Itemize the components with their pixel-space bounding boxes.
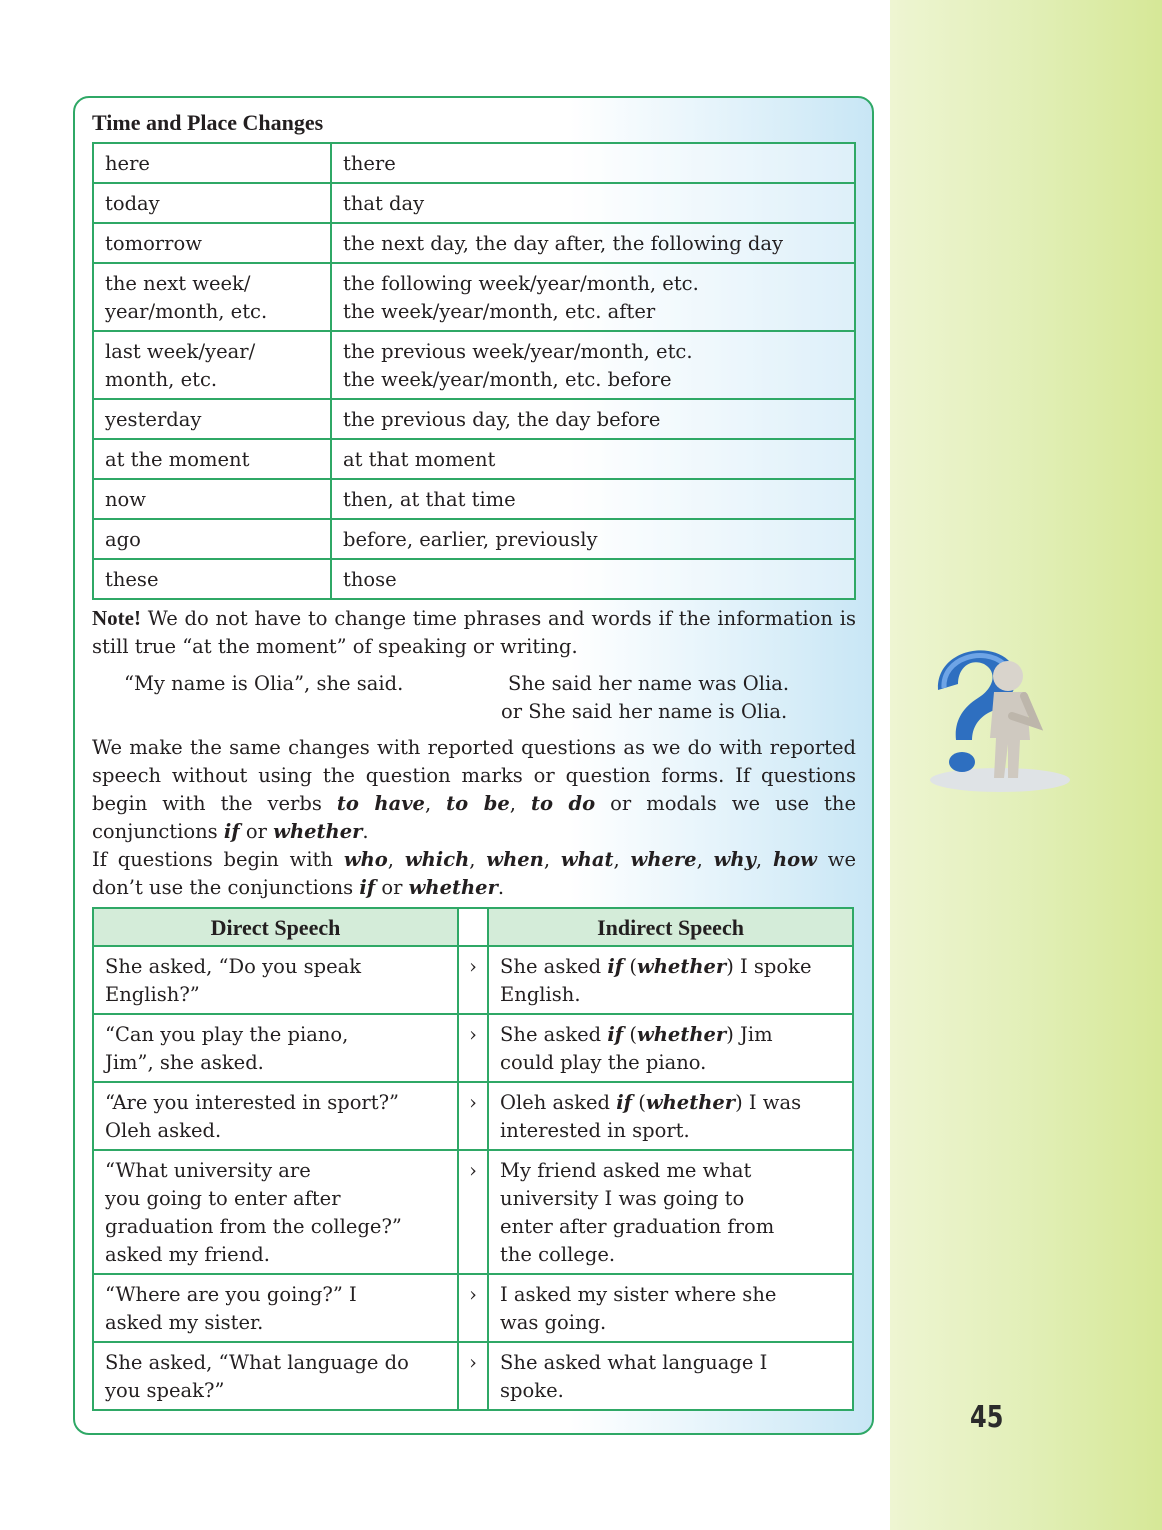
indirect-speech-cell <box>488 1342 853 1410</box>
direct-speech-line: She asked, “Do you speak <box>105 955 362 978</box>
indirect-speech-cell <box>488 1014 853 1082</box>
text-run: , <box>387 848 405 871</box>
direct-expression: tomorrow <box>105 232 202 255</box>
direct-expression-cell <box>93 519 331 559</box>
table-row <box>93 263 855 331</box>
emphasis-term: where <box>630 848 697 871</box>
emphasis-term: if <box>607 1023 624 1046</box>
indirect-speech-cell <box>488 946 853 1014</box>
text-run: was going. <box>500 1311 607 1334</box>
direct-expression-cell <box>93 331 331 399</box>
reported-expression-cell <box>331 331 855 399</box>
direct-speech-line: “Where are you going?” I <box>105 1283 357 1306</box>
chevron-right-icon: › <box>469 1283 477 1306</box>
emphasis-term: whether <box>636 1023 727 1046</box>
indirect-speech-line <box>500 981 841 1009</box>
text-run: I asked my sister where she <box>500 1283 777 1306</box>
explanation-paragraph-yes-no <box>92 734 856 846</box>
reported-expression-cell <box>331 559 855 599</box>
indirect-speech-line <box>500 1049 841 1077</box>
text-run: She asked what language I <box>500 1351 768 1374</box>
emphasis-term: why <box>713 848 756 871</box>
reported-expression: before, earlier, previously <box>343 528 598 551</box>
emphasis-term: to do <box>530 792 596 815</box>
emphasis-term: if <box>359 876 376 899</box>
text-run: We make the same changes with reported questions as we do with reported speech without using the question marks or question forms. If questions begin with the verbs <box>92 736 856 815</box>
emphasis-term: to have <box>336 792 425 815</box>
text-run: English. <box>500 983 581 1006</box>
direct-speech-cell <box>93 1274 458 1342</box>
reported-expression: the following week/year/month, etc. <box>343 272 699 295</box>
direct-speech-line: Jim”, she asked. <box>105 1051 264 1074</box>
emphasis-term: which <box>404 848 470 871</box>
reported-expression: there <box>343 152 396 175</box>
chevron-right-icon: › <box>469 1351 477 1374</box>
reported-expression: the previous week/year/month, etc. <box>343 340 693 363</box>
speech-row <box>93 1014 853 1082</box>
chevron-right-icon: › <box>469 1023 477 1046</box>
table-row <box>93 223 855 263</box>
direct-expression-cell <box>93 479 331 519</box>
indirect-speech-line <box>500 1349 841 1377</box>
speech-row <box>93 1150 853 1274</box>
note-example-indirect-line-2: or She said her name is Olia. <box>501 700 788 723</box>
reported-expression-cell <box>331 263 855 331</box>
emphasis-term: when <box>486 848 544 871</box>
emphasis-term: if <box>616 1091 633 1114</box>
indirect-speech-cell <box>488 1150 853 1274</box>
arrow-cell <box>458 946 488 1014</box>
text-run: , <box>509 792 531 815</box>
text-run: . <box>497 876 505 899</box>
emphasis-term: whether <box>408 876 498 899</box>
emphasis-term: how <box>772 848 817 871</box>
direct-speech-line: asked my sister. <box>105 1311 264 1334</box>
table-row <box>93 479 855 519</box>
text-run: , <box>696 848 714 871</box>
text-run: . <box>362 820 369 843</box>
question-mark-figure-illustration <box>908 632 1080 804</box>
direct-expression-cell <box>93 439 331 479</box>
table-row <box>93 559 855 599</box>
speech-row <box>93 946 853 1014</box>
indirect-speech-line <box>500 1117 841 1145</box>
direct-expression: month, etc. <box>105 368 218 391</box>
direct-speech-line: English?” <box>105 983 200 1006</box>
chevron-right-icon: › <box>469 955 477 978</box>
text-run: ( <box>623 1023 637 1046</box>
note-example-direct: “My name is Olia”, she said. <box>124 672 404 695</box>
arrow-cell <box>458 1014 488 1082</box>
note-paragraph <box>92 604 856 661</box>
direct-expression-cell <box>93 399 331 439</box>
chevron-right-icon: › <box>469 1091 477 1114</box>
direct-expression: today <box>105 192 160 215</box>
text-run: or modals we use the conjunctions <box>92 792 856 843</box>
reported-expression: the previous day, the day before <box>343 408 661 431</box>
speech-row <box>93 1274 853 1342</box>
table-row <box>93 183 855 223</box>
text-run: interested in sport. <box>500 1119 690 1142</box>
text-run: If questions begin with <box>92 848 344 871</box>
speech-comparison-table <box>92 907 854 1411</box>
reported-expression: the week/year/month, etc. before <box>343 368 672 391</box>
text-run: or <box>375 876 409 899</box>
direct-expression-cell <box>93 263 331 331</box>
table-row <box>93 331 855 399</box>
direct-expression-cell <box>93 223 331 263</box>
indirect-speech-cell <box>488 1274 853 1342</box>
text-run: could play the piano. <box>500 1051 707 1074</box>
time-place-changes-table <box>92 142 856 600</box>
table-row <box>93 439 855 479</box>
text-run: the college. <box>500 1243 616 1266</box>
indirect-speech-line <box>500 1185 841 1213</box>
direct-speech-cell <box>93 1342 458 1410</box>
speech-row <box>93 1082 853 1150</box>
header-spacer <box>458 908 488 946</box>
reported-expression-cell <box>331 143 855 183</box>
chevron-right-icon: › <box>469 1159 477 1182</box>
indirect-speech-line <box>500 953 841 981</box>
direct-expression: these <box>105 568 159 591</box>
text-run: ) I spoke <box>726 955 812 978</box>
emphasis-term: who <box>343 848 388 871</box>
note-example-indirect <box>501 670 789 726</box>
indirect-speech-line <box>500 1157 841 1185</box>
note-text: We do not have to change time phrases and words if the information is still true “at the moment” of speaking or writing. <box>92 607 856 658</box>
emphasis-term: to be <box>446 792 510 815</box>
text-run: Oleh asked <box>500 1091 617 1114</box>
explanation-paragraph-wh <box>92 846 856 902</box>
direct-expression: the next week/ <box>105 272 251 295</box>
text-run: , <box>755 848 773 871</box>
reported-expression-cell <box>331 479 855 519</box>
table-row <box>93 143 855 183</box>
indirect-speech-line <box>500 1377 841 1405</box>
text-run: university I was going to <box>500 1187 745 1210</box>
direct-speech-line: you going to enter after <box>105 1187 341 1210</box>
note-example-indirect-line-1: She said her name was Olia. <box>508 672 790 695</box>
emphasis-term: whether <box>273 820 363 843</box>
text-run: , <box>613 848 631 871</box>
emphasis-term: whether <box>636 955 727 978</box>
arrow-cell <box>458 1150 488 1274</box>
indirect-speech-line <box>500 1089 841 1117</box>
indirect-speech-line <box>500 1021 841 1049</box>
reported-questions-explanation <box>92 734 856 902</box>
direct-speech-cell <box>93 1082 458 1150</box>
direct-speech-line: “Are you interested in sport?” <box>105 1091 400 1114</box>
reported-expression-cell <box>331 439 855 479</box>
table-row <box>93 519 855 559</box>
speech-row <box>93 1342 853 1410</box>
arrow-cell <box>458 1342 488 1410</box>
reported-expression: those <box>343 568 397 591</box>
table-row <box>93 399 855 439</box>
direct-speech-line: Oleh asked. <box>105 1119 222 1142</box>
direct-expression-cell <box>93 559 331 599</box>
direct-expression: at the moment <box>105 448 250 471</box>
text-run: or <box>239 820 274 843</box>
indirect-speech-line <box>500 1213 841 1241</box>
reported-expression-cell <box>331 183 855 223</box>
emphasis-term: what <box>560 848 614 871</box>
text-run: , <box>469 848 487 871</box>
header-direct-speech: Direct Speech <box>93 908 458 946</box>
emphasis-term: whether <box>645 1091 736 1114</box>
reported-expression-cell <box>331 223 855 263</box>
text-run: ) Jim <box>726 1023 773 1046</box>
direct-expression-cell <box>93 143 331 183</box>
direct-expression-cell <box>93 183 331 223</box>
reported-expression: the next day, the day after, the following day <box>343 232 784 255</box>
reported-expression-cell <box>331 399 855 439</box>
direct-speech-line: “Can you play the piano, <box>105 1023 349 1046</box>
reported-expression: at that moment <box>343 448 496 471</box>
page-number: 45 <box>970 1400 1004 1435</box>
direct-expression: yesterday <box>105 408 202 431</box>
direct-speech-line: “What university are <box>105 1159 311 1182</box>
emphasis-term: if <box>223 820 240 843</box>
direct-expression: now <box>105 488 146 511</box>
reported-expression-cell <box>331 519 855 559</box>
reported-expression: then, at that time <box>343 488 516 511</box>
direct-expression: last week/year/ <box>105 340 256 363</box>
text-run: , <box>543 848 561 871</box>
text-run: ( <box>632 1091 646 1114</box>
text-run: , <box>424 792 447 815</box>
text-run: She asked <box>500 1023 608 1046</box>
direct-speech-line: graduation from the college?” <box>105 1215 402 1238</box>
indirect-speech-line <box>500 1309 841 1337</box>
text-run: ) I was <box>735 1091 802 1114</box>
direct-speech-line: She asked, “What language do <box>105 1351 409 1374</box>
text-run: My friend asked me what <box>500 1159 752 1182</box>
indirect-speech-cell <box>488 1082 853 1150</box>
indirect-speech-line <box>500 1241 841 1269</box>
text-run: we don’t use the conjunctions <box>92 848 856 899</box>
direct-speech-line: you speak?” <box>105 1379 225 1402</box>
direct-speech-cell <box>93 946 458 1014</box>
arrow-cell <box>458 1082 488 1150</box>
emphasis-term: if <box>607 955 624 978</box>
header-indirect-speech: Indirect Speech <box>488 908 853 946</box>
section-title: Time and Place Changes <box>92 110 324 135</box>
text-run: ( <box>623 955 637 978</box>
direct-expression: year/month, etc. <box>105 300 268 323</box>
reported-expression: that day <box>343 192 425 215</box>
text-run: enter after graduation from <box>500 1215 775 1238</box>
indirect-speech-line <box>500 1281 841 1309</box>
text-run: She asked <box>500 955 608 978</box>
direct-expression: here <box>105 152 150 175</box>
direct-speech-line: asked my friend. <box>105 1243 270 1266</box>
arrow-cell <box>458 1274 488 1342</box>
direct-expression: ago <box>105 528 141 551</box>
direct-speech-cell <box>93 1014 458 1082</box>
direct-speech-cell <box>93 1150 458 1274</box>
reported-expression: the week/year/month, etc. after <box>343 300 656 323</box>
text-run: spoke. <box>500 1379 564 1402</box>
note-label: Note! <box>92 606 141 630</box>
